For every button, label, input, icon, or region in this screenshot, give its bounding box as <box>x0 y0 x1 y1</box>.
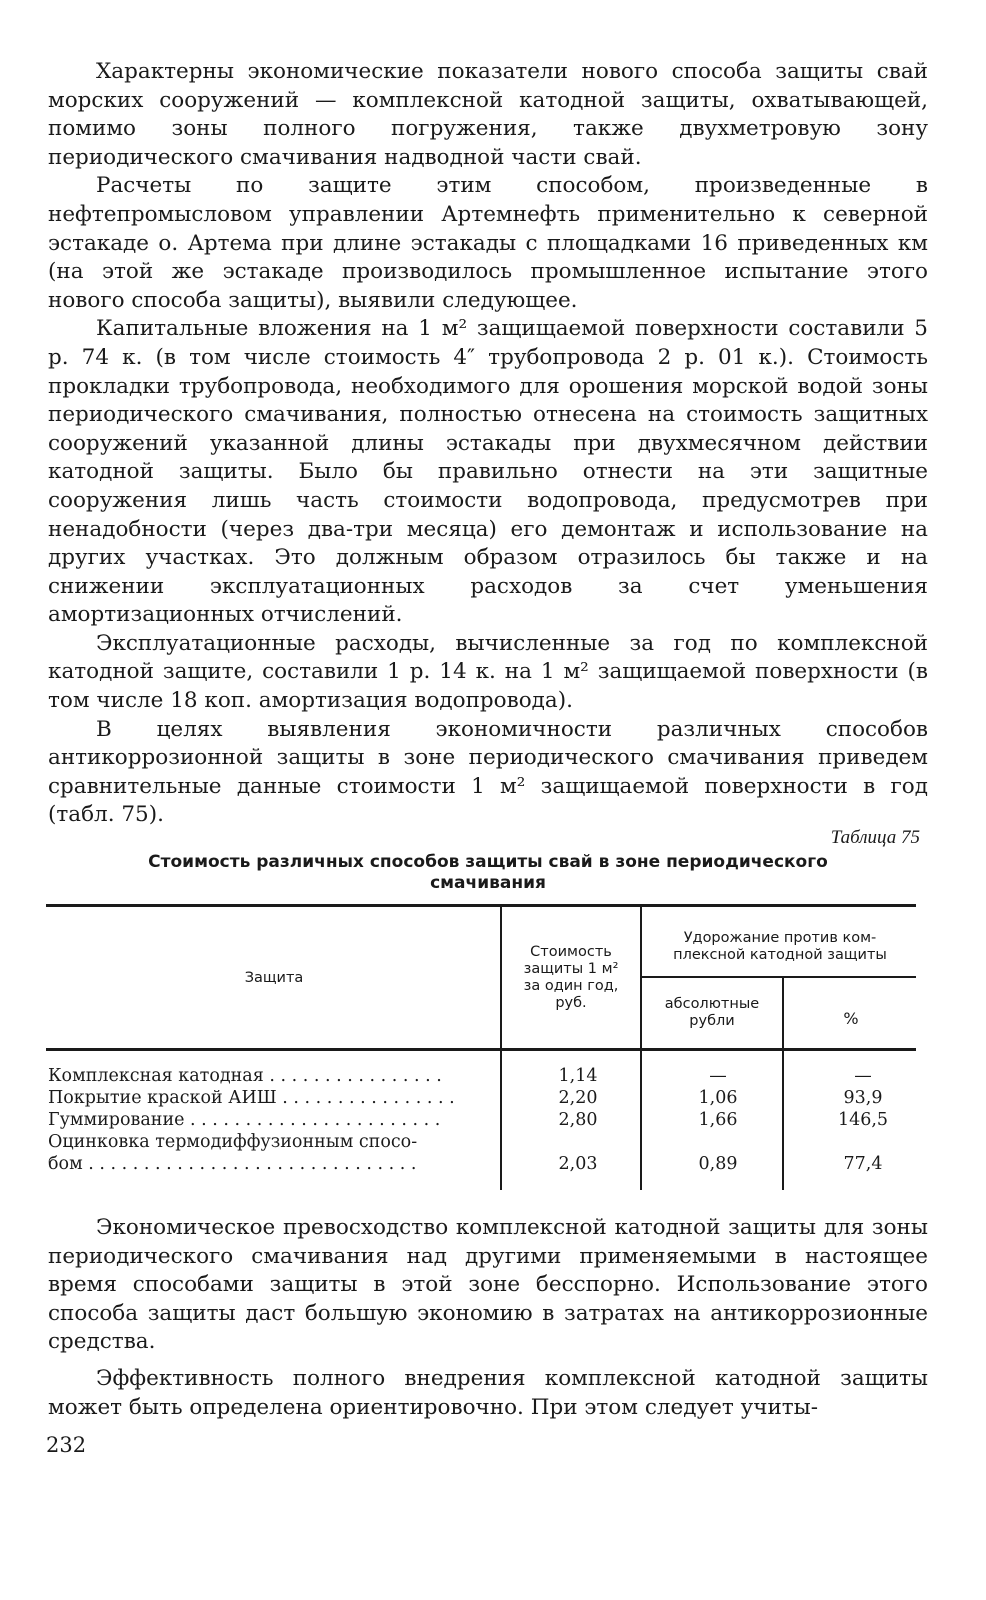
row-abs: 1,06 <box>698 1088 738 1108</box>
row-name: Оцинковка термодиффузионным спосо- <box>48 1132 418 1152</box>
table-row <box>48 1131 918 1153</box>
header-line: за один год, <box>523 978 619 994</box>
paragraph: Экономическое превосходство комплексной катодной защиты для зоны периодического смачивания над другими применяемыми в настоящее время способами защиты в этой зоне бесспорно. Использование этого способа защиты даст большую экономию в затратах на антикоррозионные средства. <box>48 1215 928 1355</box>
paragraph: В целях выявления экономичности различных способов антикоррозионной защиты в зоне периодического смачивания приведем сравнительные данные стоимости 1 м² защищаемой поверхности в год (табл. 75). <box>48 716 928 828</box>
header-absolute <box>642 996 782 1030</box>
header-line: Удорожание против ком- <box>683 930 877 946</box>
row-cost: 2,20 <box>558 1088 598 1108</box>
paragraph: Эксплуатационные расходы, вычисленные за год по комплексной катодной защите, составили 1 р. 14 к. на 1 м² защищаемой поверхности (в том числе 18 коп. амортизация водопровода). <box>48 630 928 714</box>
table-row <box>48 1109 918 1131</box>
table-title <box>48 852 928 894</box>
header-line: Стоимость <box>530 944 612 960</box>
header-line: абсолютные <box>664 996 760 1012</box>
page-number: 232 <box>46 1433 87 1457</box>
table-top-rule <box>46 904 916 907</box>
row-pct: 77,4 <box>843 1154 883 1174</box>
header-line: руб. <box>555 995 587 1011</box>
row-pct: 146,5 <box>837 1110 889 1130</box>
body-text-bottom <box>48 1214 928 1422</box>
header-percent: % <box>843 1009 859 1028</box>
row-cost: 2,80 <box>558 1110 598 1130</box>
row-name: Комплексная катодная . . . . . . . . . . . . . . . . <box>48 1066 442 1086</box>
header-cost <box>502 944 640 1012</box>
table-number: Таблица 75 <box>830 827 920 848</box>
table-title-line: Стоимость различных способов защиты свай в зоне периодического <box>148 852 828 872</box>
paragraph: Эффективность полного внедрения комплексной катодной защиты может быть определена ориентировочно. При этом следует учиты- <box>48 1365 928 1420</box>
table-title-line: смачивания <box>430 873 546 893</box>
header-subdivider <box>640 976 916 978</box>
table-header-rule <box>46 1048 916 1051</box>
row-name: Покрытие краской АИШ . . . . . . . . . . . . . . . . <box>48 1088 455 1108</box>
row-cost: 2,03 <box>558 1154 598 1174</box>
row-pct: 93,9 <box>843 1088 883 1108</box>
table-row <box>48 1087 918 1109</box>
table-row <box>48 1153 918 1175</box>
paragraph: Характерны экономические показатели нового способа защиты свай морских сооружений — комплексной катодной защиты, охватывающей, помимо зоны полного погружения, также двухметровую зону периодического смачивания надводной части свай. <box>48 59 928 170</box>
row-abs: 0,89 <box>698 1154 738 1174</box>
header-line: защиты 1 м² <box>523 961 619 977</box>
body-text-top <box>48 58 928 830</box>
table-row <box>48 1065 918 1087</box>
header-line: рубли <box>689 1013 735 1029</box>
row-abs: — <box>709 1066 727 1086</box>
row-cost: 1,14 <box>558 1066 598 1086</box>
row-abs: 1,66 <box>698 1110 738 1130</box>
header-increase <box>642 930 918 964</box>
paragraph: Расчеты по защите этим способом, произведенные в нефтепромысловом управлении Артемнефть применительно к северной эстакаде о. Артема при длине эстакады с площадками 16 приведенных км (на этой же эстакаде производилось промышленное испытание этого нового способа защиты), выявили следующее. <box>48 173 928 313</box>
row-pct: — <box>854 1066 872 1086</box>
header-line: плексной катодной защиты <box>673 947 887 963</box>
paragraph: Капитальные вложения на 1 м² защищаемой поверхности составили 5 р. 74 к. (в том числе стоимость 4″ трубопровода 2 р. 01 к.). Стоимость прокладки трубопровода, необходимого для орошения морской водой зоны периодического смачивания, полностью отнесена на стоимость защитных сооружений указанной длины эстакады при двухмесячном действии катодной защиты. Было бы правильно отнести на эти защитные сооружения лишь часть стоимости водопровода, предусмотрев при ненадобности (через два-три месяца) его демонтаж и использование на других участках. Это должным образом отразилось бы также и на снижении эксплуатационных расходов за счет уменьшения амортизационных отчислений. <box>48 316 928 628</box>
row-name: Гуммирование . . . . . . . . . . . . . . . . . . . . . . . <box>48 1110 441 1130</box>
header-protection: Защита <box>244 970 304 986</box>
row-name: бом . . . . . . . . . . . . . . . . . . . . . . . . . . . . . . <box>48 1154 417 1174</box>
